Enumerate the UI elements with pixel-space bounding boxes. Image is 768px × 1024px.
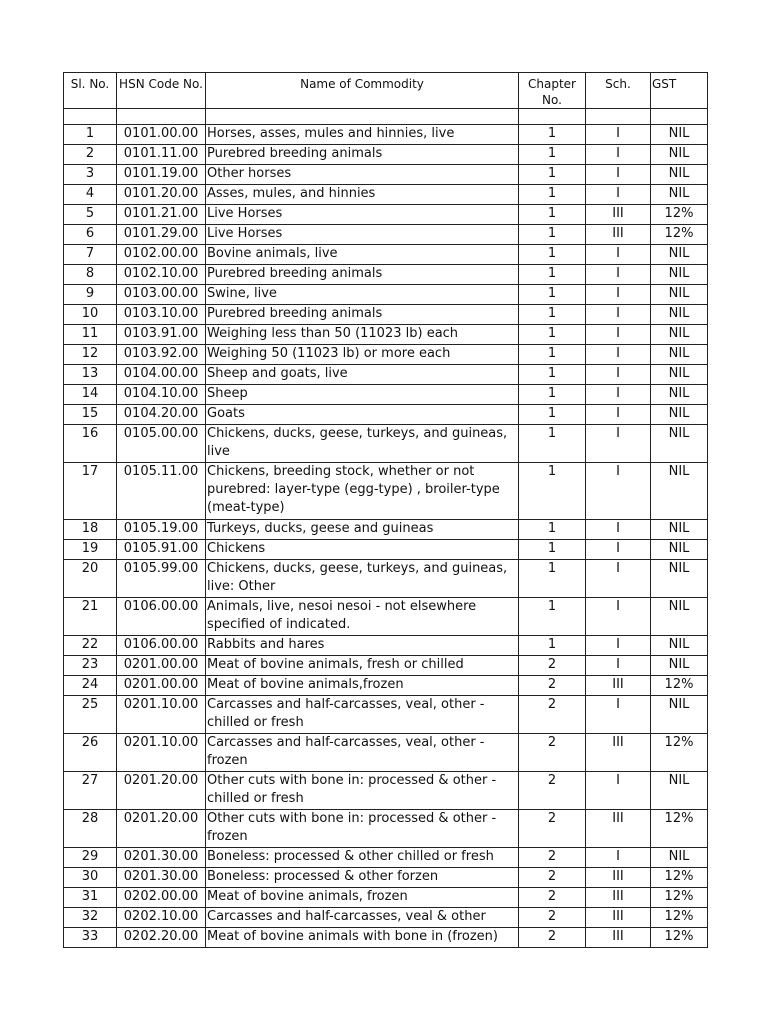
hsn-code-cell: 0202.20.00 — [117, 928, 206, 948]
chapter-cell: 1 — [519, 145, 586, 165]
sl-no-cell: 13 — [64, 365, 117, 385]
table-row — [64, 560, 708, 598]
commodity-cell: Rabbits and hares — [206, 636, 519, 656]
table-row — [64, 385, 708, 405]
hsn-code-cell: 0105.91.00 — [117, 540, 206, 560]
sch-cell: III — [586, 928, 651, 948]
hsn-code-cell: 0201.20.00 — [117, 772, 206, 810]
commodity-cell: Purebred breeding animals — [206, 145, 519, 165]
header-sl-no: Sl. No. — [64, 73, 117, 109]
table-row — [64, 345, 708, 365]
hsn-code-cell: 0103.10.00 — [117, 305, 206, 325]
sl-no-cell: 4 — [64, 185, 117, 205]
gst-cell: NIL — [651, 848, 708, 868]
gst-cell: NIL — [651, 540, 708, 560]
chapter-cell: 1 — [519, 165, 586, 185]
chapter-cell: 1 — [519, 520, 586, 540]
sch-cell: I — [586, 345, 651, 365]
hsn-gst-table — [63, 72, 708, 948]
sch-cell: I — [586, 185, 651, 205]
commodity-cell: Other cuts with bone in: processed & other - frozen — [206, 810, 519, 848]
chapter-cell: 1 — [519, 125, 586, 145]
table-body — [64, 125, 708, 948]
commodity-cell: Animals, live, nesoi nesoi - not elsewhere specified of indicated. — [206, 598, 519, 636]
commodity-cell: Other cuts with bone in: processed & other - chilled or fresh — [206, 772, 519, 810]
sch-cell: I — [586, 520, 651, 540]
hsn-code-cell: 0101.19.00 — [117, 165, 206, 185]
gst-cell: NIL — [651, 245, 708, 265]
table-row — [64, 772, 708, 810]
commodity-cell: Goats — [206, 405, 519, 425]
commodity-cell: Weighing less than 50 (11023 lb) each — [206, 325, 519, 345]
table-row — [64, 265, 708, 285]
hsn-code-cell: 0105.19.00 — [117, 520, 206, 540]
hsn-code-cell: 0201.10.00 — [117, 696, 206, 734]
sl-no-cell: 24 — [64, 676, 117, 696]
hsn-code-cell: 0202.00.00 — [117, 888, 206, 908]
sl-no-cell: 29 — [64, 848, 117, 868]
sch-cell: I — [586, 165, 651, 185]
table-row — [64, 734, 708, 772]
chapter-cell: 1 — [519, 245, 586, 265]
sl-no-cell: 8 — [64, 265, 117, 285]
commodity-cell: Carcasses and half-carcasses, veal & other — [206, 908, 519, 928]
table-row — [64, 636, 708, 656]
gst-cell: NIL — [651, 345, 708, 365]
table-row — [64, 425, 708, 463]
sch-cell: I — [586, 125, 651, 145]
sl-no-cell: 7 — [64, 245, 117, 265]
header-hsn-code: HSN Code No. — [117, 73, 206, 109]
hsn-code-cell: 0103.00.00 — [117, 285, 206, 305]
sch-cell: III — [586, 225, 651, 245]
hsn-code-cell: 0104.00.00 — [117, 365, 206, 385]
sch-cell: I — [586, 696, 651, 734]
hsn-code-cell: 0202.10.00 — [117, 908, 206, 928]
commodity-cell: Sheep — [206, 385, 519, 405]
sch-cell: I — [586, 636, 651, 656]
commodity-cell: Asses, mules, and hinnies — [206, 185, 519, 205]
chapter-cell: 1 — [519, 365, 586, 385]
hsn-code-cell: 0101.29.00 — [117, 225, 206, 245]
gst-cell: NIL — [651, 463, 708, 520]
hsn-code-cell: 0201.00.00 — [117, 656, 206, 676]
table-row — [64, 145, 708, 165]
hsn-code-cell: 0201.20.00 — [117, 810, 206, 848]
table-row — [64, 463, 708, 520]
chapter-cell: 1 — [519, 285, 586, 305]
gst-cell: NIL — [651, 185, 708, 205]
gst-cell: NIL — [651, 285, 708, 305]
gst-cell: NIL — [651, 305, 708, 325]
sl-no-cell: 27 — [64, 772, 117, 810]
sch-cell: I — [586, 463, 651, 520]
chapter-cell: 2 — [519, 810, 586, 848]
sch-cell: I — [586, 245, 651, 265]
sl-no-cell: 19 — [64, 540, 117, 560]
chapter-cell: 2 — [519, 868, 586, 888]
sl-no-cell: 10 — [64, 305, 117, 325]
sch-cell: I — [586, 145, 651, 165]
hsn-code-cell: 0103.92.00 — [117, 345, 206, 365]
hsn-code-cell: 0101.20.00 — [117, 185, 206, 205]
table-row — [64, 225, 708, 245]
hsn-code-cell: 0102.10.00 — [117, 265, 206, 285]
sch-cell: I — [586, 385, 651, 405]
hsn-code-cell: 0103.91.00 — [117, 325, 206, 345]
sch-cell: I — [586, 772, 651, 810]
commodity-cell: Live Horses — [206, 205, 519, 225]
sl-no-cell: 3 — [64, 165, 117, 185]
hsn-code-cell: 0201.30.00 — [117, 868, 206, 888]
sch-cell: I — [586, 656, 651, 676]
chapter-cell: 1 — [519, 185, 586, 205]
hsn-code-cell: 0101.00.00 — [117, 125, 206, 145]
commodity-cell: Other horses — [206, 165, 519, 185]
sl-no-cell: 2 — [64, 145, 117, 165]
sl-no-cell: 14 — [64, 385, 117, 405]
chapter-cell: 2 — [519, 888, 586, 908]
sl-no-cell: 17 — [64, 463, 117, 520]
sl-no-cell: 31 — [64, 888, 117, 908]
hsn-code-cell: 0106.00.00 — [117, 636, 206, 656]
chapter-cell: 1 — [519, 425, 586, 463]
sl-no-cell: 32 — [64, 908, 117, 928]
gst-cell: NIL — [651, 636, 708, 656]
gst-cell: NIL — [651, 145, 708, 165]
gst-cell: NIL — [651, 656, 708, 676]
chapter-cell: 2 — [519, 676, 586, 696]
chapter-cell: 2 — [519, 656, 586, 676]
table-row — [64, 696, 708, 734]
gst-cell: NIL — [651, 165, 708, 185]
chapter-cell: 1 — [519, 598, 586, 636]
sch-cell: III — [586, 734, 651, 772]
gst-cell: NIL — [651, 325, 708, 345]
gst-cell: 12% — [651, 928, 708, 948]
gst-cell: 12% — [651, 810, 708, 848]
gst-cell: 12% — [651, 676, 708, 696]
chapter-cell: 1 — [519, 205, 586, 225]
chapter-cell: 2 — [519, 772, 586, 810]
sl-no-cell: 15 — [64, 405, 117, 425]
table-row — [64, 305, 708, 325]
table-row — [64, 540, 708, 560]
commodity-cell: Meat of bovine animals, frozen — [206, 888, 519, 908]
commodity-cell: Meat of bovine animals,frozen — [206, 676, 519, 696]
gst-cell: 12% — [651, 734, 708, 772]
sch-cell: I — [586, 365, 651, 385]
commodity-cell: Chickens, ducks, geese, turkeys, and guineas, live — [206, 425, 519, 463]
sl-no-cell: 6 — [64, 225, 117, 245]
sch-cell: I — [586, 285, 651, 305]
table-row — [64, 848, 708, 868]
chapter-cell: 2 — [519, 928, 586, 948]
header-chapter: Chapter No. — [519, 73, 586, 109]
chapter-cell: 1 — [519, 305, 586, 325]
table-row — [64, 810, 708, 848]
chapter-cell: 1 — [519, 345, 586, 365]
sch-cell: I — [586, 540, 651, 560]
gst-cell: NIL — [651, 385, 708, 405]
sch-cell: I — [586, 425, 651, 463]
sl-no-cell: 33 — [64, 928, 117, 948]
gst-cell: 12% — [651, 908, 708, 928]
commodity-cell: Chickens — [206, 540, 519, 560]
table-row — [64, 185, 708, 205]
sch-cell: III — [586, 888, 651, 908]
chapter-cell: 1 — [519, 540, 586, 560]
commodity-cell: Swine, live — [206, 285, 519, 305]
hsn-code-cell: 0102.00.00 — [117, 245, 206, 265]
hsn-code-cell: 0201.30.00 — [117, 848, 206, 868]
sl-no-cell: 21 — [64, 598, 117, 636]
chapter-cell: 1 — [519, 636, 586, 656]
sl-no-cell: 30 — [64, 868, 117, 888]
commodity-cell: Chickens, breeding stock, whether or not purebred: layer-type (egg-type) , broiler-type (meat-type) — [206, 463, 519, 520]
gst-cell: NIL — [651, 265, 708, 285]
spacer-row — [64, 109, 708, 125]
hsn-code-cell: 0106.00.00 — [117, 598, 206, 636]
table-row — [64, 125, 708, 145]
commodity-cell: Purebred breeding animals — [206, 265, 519, 285]
chapter-cell: 1 — [519, 385, 586, 405]
sl-no-cell: 16 — [64, 425, 117, 463]
sch-cell: I — [586, 325, 651, 345]
sl-no-cell: 26 — [64, 734, 117, 772]
chapter-cell: 1 — [519, 265, 586, 285]
sch-cell: III — [586, 868, 651, 888]
chapter-cell: 2 — [519, 908, 586, 928]
sl-no-cell: 11 — [64, 325, 117, 345]
chapter-cell: 1 — [519, 225, 586, 245]
sch-cell: I — [586, 848, 651, 868]
gst-cell: NIL — [651, 560, 708, 598]
sl-no-cell: 9 — [64, 285, 117, 305]
gst-cell: 12% — [651, 225, 708, 245]
sl-no-cell: 20 — [64, 560, 117, 598]
chapter-cell: 1 — [519, 405, 586, 425]
table-row — [64, 325, 708, 345]
gst-cell: NIL — [651, 425, 708, 463]
header-sch: Sch. — [586, 73, 651, 109]
sl-no-cell: 12 — [64, 345, 117, 365]
hsn-code-cell: 0104.10.00 — [117, 385, 206, 405]
sch-cell: I — [586, 560, 651, 598]
gst-cell: 12% — [651, 868, 708, 888]
sch-cell: III — [586, 908, 651, 928]
chapter-cell: 2 — [519, 696, 586, 734]
gst-cell: NIL — [651, 405, 708, 425]
sch-cell: III — [586, 676, 651, 696]
chapter-cell: 1 — [519, 463, 586, 520]
commodity-cell: Meat of bovine animals with bone in (frozen) — [206, 928, 519, 948]
sl-no-cell: 28 — [64, 810, 117, 848]
sl-no-cell: 23 — [64, 656, 117, 676]
chapter-cell: 2 — [519, 734, 586, 772]
sch-cell: III — [586, 810, 651, 848]
commodity-cell: Boneless: processed & other forzen — [206, 868, 519, 888]
commodity-cell: Turkeys, ducks, geese and guineas — [206, 520, 519, 540]
gst-cell: 12% — [651, 888, 708, 908]
chapter-cell: 1 — [519, 325, 586, 345]
sl-no-cell: 18 — [64, 520, 117, 540]
commodity-cell: Chickens, ducks, geese, turkeys, and guineas, live: Other — [206, 560, 519, 598]
commodity-cell: Bovine animals, live — [206, 245, 519, 265]
table-row — [64, 928, 708, 948]
commodity-cell: Sheep and goats, live — [206, 365, 519, 385]
table-row — [64, 888, 708, 908]
sl-no-cell: 25 — [64, 696, 117, 734]
table-row — [64, 908, 708, 928]
hsn-code-cell: 0104.20.00 — [117, 405, 206, 425]
sch-cell: I — [586, 265, 651, 285]
gst-cell: NIL — [651, 125, 708, 145]
gst-cell: NIL — [651, 696, 708, 734]
gst-cell: NIL — [651, 598, 708, 636]
sch-cell: I — [586, 305, 651, 325]
table-row — [64, 365, 708, 385]
hsn-code-cell: 0105.00.00 — [117, 425, 206, 463]
commodity-cell: Carcasses and half-carcasses, veal, other - frozen — [206, 734, 519, 772]
table-row — [64, 165, 708, 185]
sch-cell: III — [586, 205, 651, 225]
table-row — [64, 205, 708, 225]
gst-cell: NIL — [651, 365, 708, 385]
table-row — [64, 656, 708, 676]
gst-cell: NIL — [651, 520, 708, 540]
hsn-code-cell: 0201.00.00 — [117, 676, 206, 696]
commodity-cell: Live Horses — [206, 225, 519, 245]
chapter-cell: 1 — [519, 560, 586, 598]
table-row — [64, 285, 708, 305]
header-commodity: Name of Commodity — [206, 73, 519, 109]
table-row — [64, 405, 708, 425]
commodity-cell: Horses, asses, mules and hinnies, live — [206, 125, 519, 145]
sl-no-cell: 1 — [64, 125, 117, 145]
commodity-cell: Weighing 50 (11023 lb) or more each — [206, 345, 519, 365]
table-row — [64, 520, 708, 540]
chapter-cell: 2 — [519, 848, 586, 868]
gst-cell: 12% — [651, 205, 708, 225]
hsn-code-cell: 0105.99.00 — [117, 560, 206, 598]
commodity-cell: Boneless: processed & other chilled or fresh — [206, 848, 519, 868]
table-row — [64, 245, 708, 265]
hsn-code-cell: 0105.11.00 — [117, 463, 206, 520]
sl-no-cell: 22 — [64, 636, 117, 656]
header-row — [64, 73, 708, 109]
sch-cell: I — [586, 598, 651, 636]
header-gst: GST — [651, 73, 708, 109]
hsn-code-cell: 0201.10.00 — [117, 734, 206, 772]
sl-no-cell: 5 — [64, 205, 117, 225]
sch-cell: I — [586, 405, 651, 425]
hsn-code-cell: 0101.11.00 — [117, 145, 206, 165]
gst-cell: NIL — [651, 772, 708, 810]
commodity-cell: Purebred breeding animals — [206, 305, 519, 325]
table-row — [64, 598, 708, 636]
table-row — [64, 676, 708, 696]
commodity-cell: Meat of bovine animals, fresh or chilled — [206, 656, 519, 676]
table-row — [64, 868, 708, 888]
commodity-cell: Carcasses and half-carcasses, veal, other - chilled or fresh — [206, 696, 519, 734]
hsn-code-cell: 0101.21.00 — [117, 205, 206, 225]
